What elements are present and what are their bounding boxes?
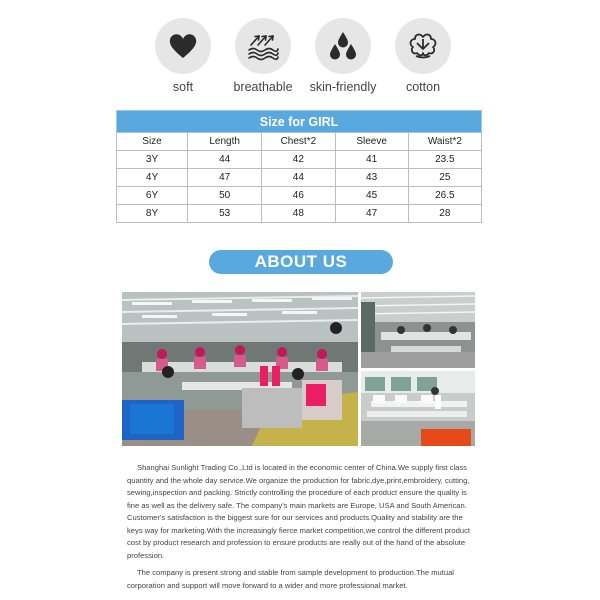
airflow-icon <box>235 18 291 74</box>
table-cell: 43 <box>335 169 408 187</box>
table-cell: 50 <box>188 187 262 205</box>
table-cell: 4Y <box>117 169 188 187</box>
table-cell: 46 <box>262 187 335 205</box>
table-cell: 42 <box>262 151 335 169</box>
table-cell: 47 <box>188 169 262 187</box>
table-row <box>117 151 482 169</box>
feature-skin-friendly <box>303 18 383 94</box>
feature-label: cotton <box>405 80 441 94</box>
table-row <box>117 205 482 223</box>
feature-icons <box>143 18 463 98</box>
column-header: Chest*2 <box>262 133 335 151</box>
factory-sewing-floor-photo <box>122 292 358 446</box>
factory-packing-photo <box>361 371 475 446</box>
table-cell: 48 <box>262 205 335 223</box>
column-header: Size <box>117 133 188 151</box>
column-header: Waist*2 <box>408 133 481 151</box>
size-table-header-row <box>117 133 482 151</box>
table-row <box>117 187 482 205</box>
water-drops-icon <box>315 18 371 74</box>
table-cell: 28 <box>408 205 481 223</box>
column-header: Length <box>188 133 262 151</box>
feature-label: breathable <box>233 80 293 94</box>
table-cell: 45 <box>335 187 408 205</box>
feature-soft <box>143 18 223 94</box>
about-us-banner: ABOUT US <box>209 250 393 274</box>
feature-label: skin-friendly <box>309 80 377 94</box>
table-cell: 3Y <box>117 151 188 169</box>
table-cell: 23.5 <box>408 151 481 169</box>
feature-breathable <box>223 18 303 94</box>
table-row <box>117 169 482 187</box>
cotton-flower-icon <box>395 18 451 74</box>
table-cell: 53 <box>188 205 262 223</box>
size-table-title-row <box>117 111 482 133</box>
size-table-title: Size for GIRL <box>117 111 482 133</box>
column-header: Sleeve <box>335 133 408 151</box>
company-description: Shanghai Sunlight Trading Co.,Ltd is located in the economic center of China.We supply first class quantity and the whole day service.We organize the production for fabric,dye,print,embroidery, cutting, sewing,inspection and packing. Strictly controlling the procedure of each product ensure the quality is fine as well as the delivery safe. The company's main markets are Europe, USA and South American. Customer's satisfaction is the biggest sure for our services and products.Quality and stability are the keys way for marketing.With the increasingly fierce market competition,we control the different product cost by product research and profession to ensure products are really out of the hand of the absolute profession. <box>127 463 470 560</box>
table-cell: 25 <box>408 169 481 187</box>
factory-workshop-photo <box>361 292 475 368</box>
company-description-closing: The company is present strong and stable from sample development to production.The mutual corporation and support will move forward to a wider and more professional market. <box>127 568 454 590</box>
table-cell: 26.5 <box>408 187 481 205</box>
table-cell: 8Y <box>117 205 188 223</box>
table-cell: 44 <box>188 151 262 169</box>
heart-icon <box>155 18 211 74</box>
feature-cotton <box>383 18 463 94</box>
feature-label: soft <box>172 80 194 94</box>
table-cell: 47 <box>335 205 408 223</box>
table-cell: 6Y <box>117 187 188 205</box>
size-table <box>116 110 482 223</box>
table-cell: 41 <box>335 151 408 169</box>
table-cell: 44 <box>262 169 335 187</box>
